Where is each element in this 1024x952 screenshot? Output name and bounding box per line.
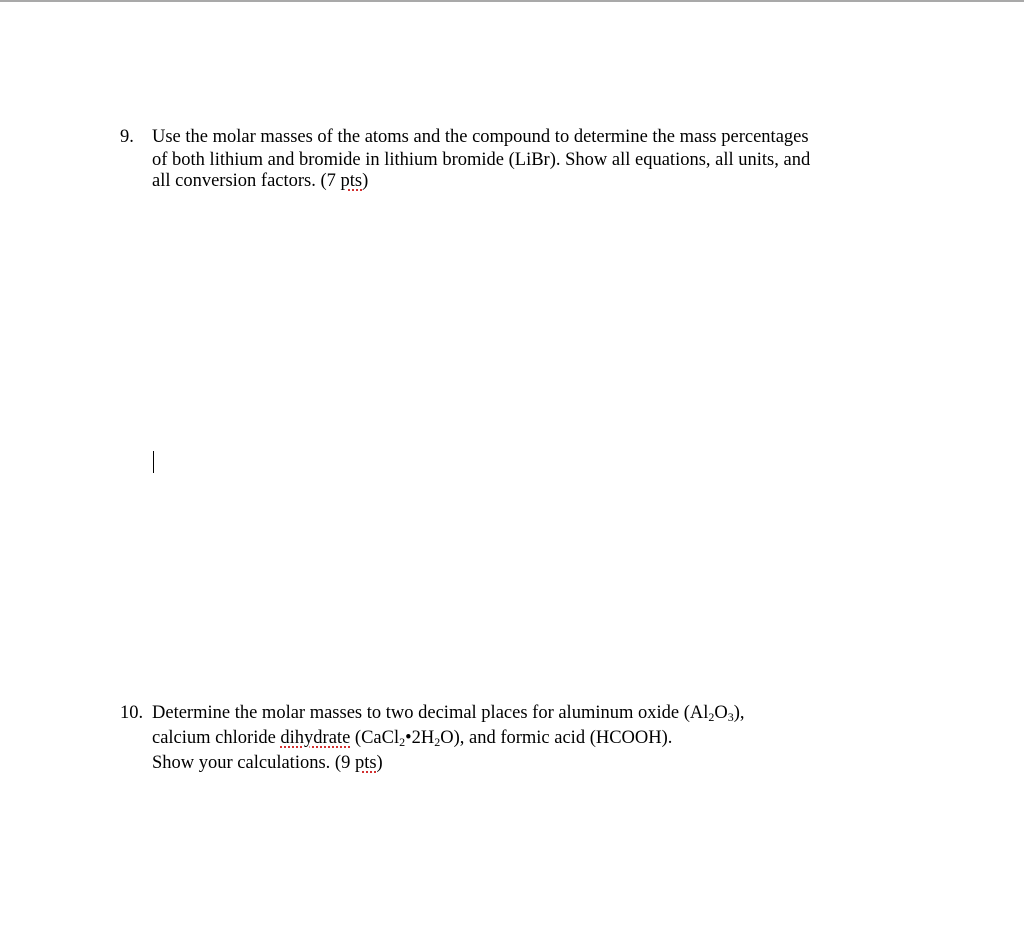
- question-9-line-3: [152, 171, 368, 192]
- q10-line2-h: •2H: [405, 728, 435, 748]
- q9-line3-text: all conversion factors. (7: [152, 171, 341, 191]
- q10-line1-end: ),: [733, 703, 745, 723]
- q10-al-subscript: 2: [708, 710, 715, 724]
- q10-spellcheck-word-pts[interactable]: pts: [354, 753, 377, 773]
- question-10-line-3: [152, 753, 383, 774]
- q10-line1-text: Determine the molar masses to two decimal places for aluminum oxide (Al: [152, 703, 709, 723]
- q9-line3-close: ): [362, 171, 369, 191]
- text-cursor: [153, 451, 154, 473]
- q10-line2-cacl: (CaCl: [350, 728, 400, 748]
- q10-spellcheck-word-dihydrate[interactable]: dihydrate: [280, 728, 351, 748]
- q10-line2-text: calcium chloride: [152, 728, 281, 748]
- q10-line3-close: ): [376, 753, 383, 773]
- q10-o-subscript: 3: [727, 710, 734, 724]
- q9-spellcheck-word[interactable]: pts: [340, 171, 363, 191]
- q10-h-subscript: 2: [434, 735, 441, 749]
- question-10-number: 10.: [120, 703, 144, 723]
- top-border: [0, 0, 1024, 2]
- q10-line2-end: O), and formic acid (HCOOH).: [440, 728, 673, 748]
- q10-line1-o: O: [714, 703, 728, 723]
- question-9-line-2: of both lithium and bromide in lithium bromide (LiBr). Show all equations, all units, and: [152, 150, 811, 170]
- question-10-line-1: [152, 703, 745, 724]
- q10-cl-subscript: 2: [399, 735, 406, 749]
- question-10-line-2: [152, 728, 672, 749]
- question-9-number: 9.: [120, 127, 134, 147]
- question-9-line-1: Use the molar masses of the atoms and the compound to determine the mass percentages: [152, 127, 809, 147]
- q10-line3-text: Show your calculations. (9: [152, 753, 355, 773]
